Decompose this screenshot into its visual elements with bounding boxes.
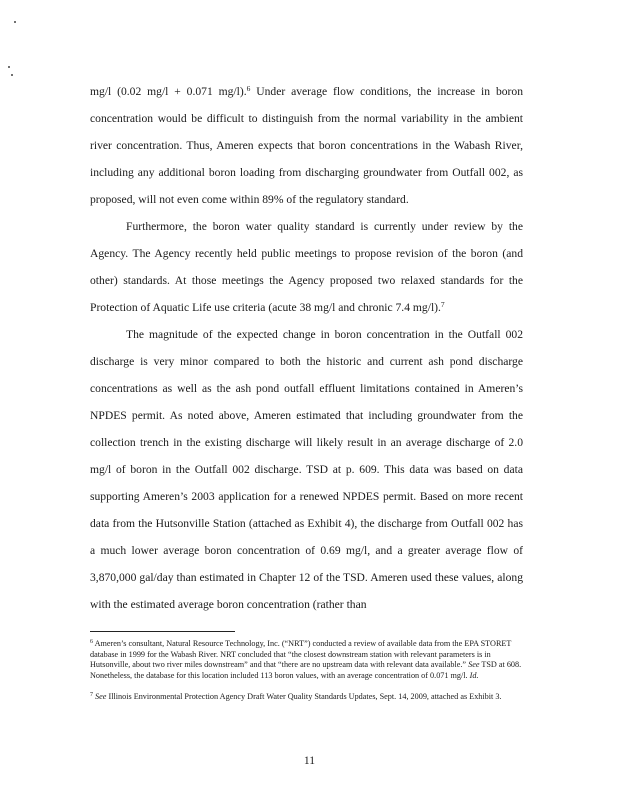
page-number: 11	[303, 754, 316, 767]
text-run: The magnitude of the expected change in boron concentration in the Outfall 002 discharge is very minor compared to both the historic and current ash pond discharge concentrations as well as the ash pond outfall effluent limitations contained in Ameren’s NPDES permit. As noted above, Ameren estimated that including groundwater from the collection trench in the existing discharge will likely result in an average discharge of 2.0 mg/l of boron in the Outfall 002 discharge. TSD at p. 609. This data was based on data supporting Ameren’s 2003 application for a renewed NPDES permit. Based on more recent data from the Hutsonville Station (attached as Exhibit 4), the discharge from Outfall 002 has a much lower average boron concentration of 0.69 mg/l, and a greater average flow of 3,870,000 gal/day than estimated in Chapter 12 of the TSD. Ameren used these values, along with the estimated average boron concentration (rather than	[90, 328, 523, 611]
paragraph	[90, 321, 523, 618]
paragraph	[90, 213, 523, 321]
citation-signal: Id.	[469, 671, 479, 681]
footnote-ref: 6	[246, 84, 251, 93]
scan-speck	[14, 21, 16, 23]
text-run: mg/l (0.02 mg/l + 0.071 mg/l).	[90, 85, 247, 98]
text-run: Illinois Environmental Protection Agency Draft Water Quality Standards Updates, Sept. 14, 2009, attached as Exhibit 3.	[106, 691, 502, 701]
text-run: TSD at 608. Nonetheless, the database for this location included 113 boron values, with an average concentration of 0.071 mg/l.	[90, 660, 522, 681]
footnote-separator	[90, 631, 235, 632]
scan-speck	[11, 74, 13, 76]
footnotes	[90, 639, 530, 713]
footnote	[90, 639, 530, 682]
footnote-ref: 7	[440, 300, 445, 309]
footnote-ref: 6	[90, 639, 93, 645]
text-run: Under average flow conditions, the increase in boron concentration would be difficult to distinguish from the normal variability in the ambient river concentration. Thus, Ameren expects that boron concentrations in the Wabash River, including any additional boron loading from discharging groundwater from Outfall 002, as proposed, will not even come within 89% of the regulatory standard.	[90, 85, 523, 206]
footnote-ref: 7	[90, 691, 93, 698]
footnote	[90, 692, 530, 703]
text-run: Furthermore, the boron water quality standard is currently under review by the Agency. The Agency recently held public meetings to propose revision of the boron (and other) standards. At those meetings the Agency proposed two relaxed standards for the Protection of Aquatic Life use criteria (acute 38 mg/l and chronic 7.4 mg/l).	[90, 220, 523, 314]
paragraph	[90, 78, 523, 213]
citation-signal: See	[468, 660, 480, 670]
text-run: Ameren’s consultant, Natural Resource Technology, Inc. (“NRT”) conducted a review of available data from the EPA STORET database in 1999 for the Wabash River. NRT concluded that “the closest downstream station with relevant parameters is in Hutsonville, about two river miles downstream” and that “there are no upstream data with relevant data available.”	[90, 639, 512, 670]
body-text	[90, 78, 523, 618]
scan-speck	[8, 66, 10, 68]
citation-signal: See	[95, 691, 107, 701]
